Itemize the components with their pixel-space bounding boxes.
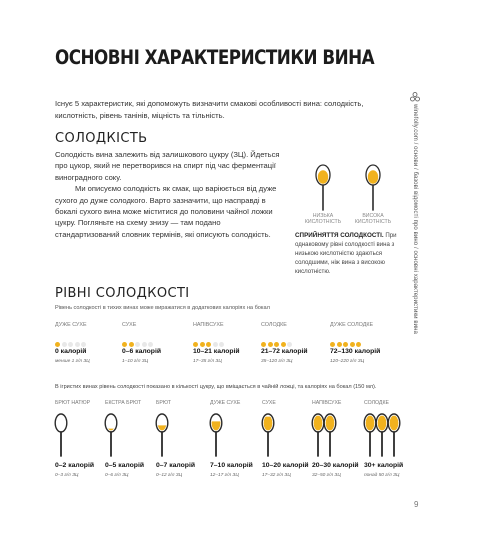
still-level-sugar: 35–120 г/л ЗЦ [261,359,293,364]
sparkling-level-sugar: 0–3 г/л ЗЦ [55,473,79,478]
sparkling-level-calories [312,462,359,469]
sparkling-level-calories [364,462,403,469]
sweetness-dot-filled-icon [330,342,335,347]
sparkling-wine-caption: В ігристих винах рівень солодкості показано в кількості цукру, що вміщається в чайній ложці, та калоріях на бокал (150 мл). [55,384,377,390]
still-level-calories-value: 72–130 калорій [330,348,381,355]
sugar-fill [326,416,335,431]
teaspoon-icon [388,414,400,456]
still-level-dots [55,334,88,340]
still-level-calories [122,348,161,355]
sparkling-level-calories [105,462,144,469]
still-level-name: НАПІВСУХЕ [193,322,224,328]
sweetness-dot-filled-icon [261,342,266,347]
still-level-name: СУХЕ [122,322,137,328]
sparkling-level-calories-value: 0–5 калорій [105,462,145,469]
still-level-name: ДУЖЕ СУХЕ [55,322,87,328]
sweetness-dot-filled-icon [274,342,279,347]
label-low-acidity: НИЗЬКА КИСЛОТНІСТЬ [304,213,342,226]
sparkling-level-calories-value: 7–10 калорій [210,462,253,469]
sparkling-level-sugar: 32–50 г/л ЗЦ [312,473,341,478]
still-level-calories-value: 0 калорій [55,348,87,355]
acidity-spoons-illustration [300,160,400,212]
sweetness-heading: СОЛОДКІСТЬ [55,131,148,146]
sparkling-spoons-illustration [310,409,354,459]
sweetness-dot-empty-icon [135,342,140,347]
sweetness-dot-filled-icon [206,342,211,347]
sweetness-paragraph-2: Ми описуємо солодкість як смак, що варіюється від дуже сухого до дуже солодкого. Вартo зазначити, що насправді в бокалі сухого вина може міститися до половини чайної ложки цукру. Погляньте на схему знизу — там подано стандартизований словник термінів, які описують солодкість. [55,184,277,239]
sparkling-spoons-illustration [154,409,198,459]
sparkling-level-name: СУХЕ [262,400,276,406]
still-level-calories-value: 21–72 калорій [261,348,308,355]
sparkling-level-name: ЕКСТРА БРЮТ [105,400,142,406]
still-level-sugar: 120–220 г/л ЗЦ [330,359,365,364]
sweetness-dot-empty-icon [75,342,80,347]
still-level-name: СОЛОДКЕ [261,322,287,328]
sparkling-level-calories-value: 20–30 калорій [312,462,359,469]
teaspoon-icon [156,414,168,456]
sparkling-level-calories-value: 0–2 калорій [55,462,95,469]
teaspoon-icon [210,414,222,456]
sweetness-dot-empty-icon [213,342,218,347]
sparkling-level-calories [55,462,94,469]
sweetness-dot-filled-icon [129,342,134,347]
sparkling-spoons-illustration [53,409,97,459]
teaspoon-icon [364,414,376,456]
perception-note [295,232,415,277]
perception-text: При однаковому рівні солодкості вина з низькою кислотністю здаються солодшими, ніж вина з високою кислотністю. [295,232,397,275]
sugar-fill [264,416,273,431]
still-level-calories-value: 0–6 калорій [122,348,162,355]
sparkling-spoons-illustration [208,409,252,459]
sweetness-dot-filled-icon [281,342,286,347]
sparkling-level-calories [156,462,195,469]
still-level-calories [330,348,380,355]
sparkling-level-name: НАПІВСУХЕ [312,400,342,406]
sparkling-level-name: ДУЖЕ СУХЕ [210,400,241,406]
sweetness-dot-empty-icon [287,342,292,347]
teaspoon-icon [55,414,67,456]
sweetness-paragraph-1: Солодкість вина залежить від залишкового цукру (ЗЦ). Йдеться про цукор, який не перетворився на спирт під час ферментації виноградного соку. [55,150,280,182]
sparkling-level-sugar: 17–32 г/л ЗЦ [262,473,291,478]
sweetness-body [55,149,287,240]
sweetness-dot-empty-icon [142,342,147,347]
label-high-acidity: ВИСОКА КИСЛОТНІСТЬ [354,213,392,226]
sugar-fill [366,416,375,431]
sparkling-level-sugar: 0–12 г/л ЗЦ [156,473,183,478]
sweetness-dot-filled-icon [55,342,60,347]
sparkling-level-calories-value: 0–7 калорій [156,462,196,469]
still-level-dots [261,334,294,340]
sparkling-spoons-illustration [362,409,406,459]
still-level-sugar: 1–10 г/л ЗЦ [122,359,149,364]
still-level-calories [193,348,240,355]
sparkling-level-sugar: 12–17 г/л ЗЦ [210,473,239,478]
sparkling-spoons-illustration [260,409,304,459]
still-level-sugar: менше 1 г/л ЗЦ [55,359,90,364]
sparkling-level-calories [210,462,253,469]
sparkling-level-calories-value: 30+ калорій [364,462,404,469]
sugar-fill [314,416,323,431]
sparkling-level-name: БРЮТ [156,400,171,406]
sparkling-level-calories-value: 10–20 калорій [262,462,309,469]
still-level-calories [261,348,308,355]
still-level-calories [55,348,86,355]
sweetness-levels-heading: РІВНІ СОЛОДКОСТІ [55,286,190,301]
page-title: ОСНОВНІ ХАРАКТЕРИСТИКИ ВИНА [55,46,375,69]
sweetness-dot-filled-icon [350,342,355,347]
sparkling-spoons-illustration [103,409,147,459]
sweetness-dot-filled-icon [343,342,348,347]
still-level-dots [330,334,363,340]
sweetness-dot-empty-icon [62,342,67,347]
sparkling-level-sugar: 0–6 г/л ЗЦ [105,473,129,478]
wine-folly-logo-icon [410,92,420,102]
sweetness-dot-filled-icon [193,342,198,347]
sweetness-dot-filled-icon [337,342,342,347]
sweetness-dot-filled-icon [356,342,361,347]
sweetness-dot-empty-icon [219,342,224,347]
sweetness-dot-filled-icon [122,342,127,347]
sweetness-dot-empty-icon [68,342,73,347]
page-number: 9 [414,500,419,509]
sweetness-dot-filled-icon [268,342,273,347]
sparkling-level-name: БРЮТ НАТЮР [55,400,91,406]
still-level-calories-value: 10–21 калорій [193,348,240,355]
sparkling-level-sugar: понад 50 г/л ЗЦ [364,473,400,478]
still-level-dots [122,334,155,340]
sparkling-level-calories [262,462,309,469]
sweetness-dot-empty-icon [148,342,153,347]
spoon-low-acidity-icon [316,165,330,210]
still-wine-caption: Рівень солодкості в тихих винах може виражатися в додаткових калоріях на бокал [55,305,270,311]
still-level-dots [193,334,226,340]
still-level-name: ДУЖЕ СОЛОДКЕ [330,322,374,328]
sugar-fill [390,416,399,431]
sparkling-level-name: СОЛОДКЕ [364,400,389,406]
teaspoon-icon [105,414,117,456]
still-level-sugar: 17–35 г/л ЗЦ [193,359,222,364]
teaspoon-icon [312,414,324,456]
sweetness-dot-empty-icon [81,342,86,347]
teaspoon-icon [376,414,388,456]
sidebar-breadcrumb: winefolly.com / основи / базові відомості про вино / основні характеристики вина [412,104,418,334]
sugar-fill [378,416,387,431]
teaspoon-icon [262,414,274,456]
teaspoon-icon [324,414,336,456]
sweetness-dot-filled-icon [200,342,205,347]
spoon-high-acidity-icon [366,165,380,210]
intro-text: Існує 5 характеристик, які допоможуть визначити смакові особливості вина: солодкість, кислотність, рівень танінів, міцність та тільність. [55,99,364,120]
perception-title: СПРИЙНЯТТЯ СОЛОДКОСТІ. [295,232,384,239]
